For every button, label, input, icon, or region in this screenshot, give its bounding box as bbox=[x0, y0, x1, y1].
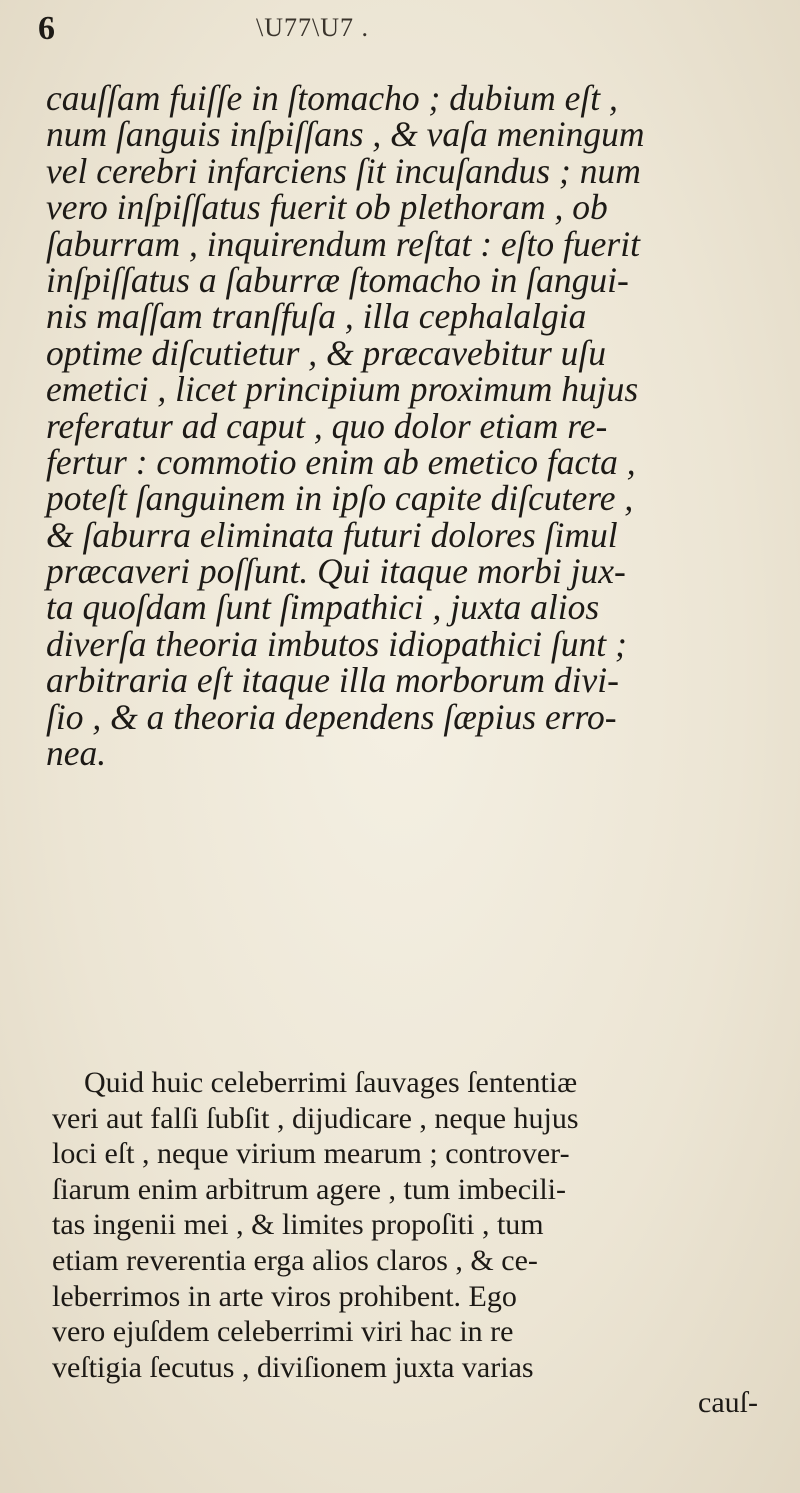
roman-paragraph bbox=[52, 1065, 782, 1421]
text-line: nea. bbox=[46, 733, 107, 774]
text-line: vero ejuſdem celeberrimi viri hac in re bbox=[52, 1315, 514, 1349]
text-line: loci eſt , neque virium mearum ; controver- bbox=[52, 1137, 570, 1171]
text-line: emetici , licet principium proximum hujus bbox=[46, 369, 639, 410]
text-line: arbitraria eſt itaque illa morborum divi- bbox=[46, 660, 619, 701]
text-line: veri aut falſi ſubſit , dijudicare , neque hujus bbox=[52, 1101, 579, 1135]
text-line: optime diſcutietur , & præcavebitur uſu bbox=[46, 332, 607, 373]
text-line: tas ingenii mei , & limites propoſiti , tum bbox=[52, 1208, 544, 1242]
text-line: & ſaburra eliminata futuri dolores ſimul bbox=[46, 514, 618, 555]
text-line: cauſſam fuiſſe in ſtomacho ; dubium eſt , bbox=[46, 78, 618, 118]
text-line: vero inſpiſſatus fuerit ob plethoram , ob bbox=[46, 187, 608, 228]
text-line: referatur ad caput , quo dolor etiam re- bbox=[46, 405, 608, 446]
text-line: veſtigia ſecutus , diviſionem juxta varias bbox=[52, 1350, 534, 1384]
text-line: num ſanguis inſpiſſans , & vaſa meningum bbox=[46, 114, 645, 155]
text-line: ſio , & a theoria dependens ſæpius erro- bbox=[46, 696, 617, 737]
signature-mark: \U77\U7 . bbox=[256, 13, 369, 42]
text-line: etiam reverentia erga alios claros , & ce- bbox=[52, 1243, 538, 1277]
text-line: nis maſſam tranſfuſa , illa cephalalgia bbox=[46, 296, 587, 337]
text-line: fertur : commotio enim ab emetico facta , bbox=[46, 441, 636, 482]
text-line: leberrimos in arte viros prohibent. Ego bbox=[52, 1279, 517, 1313]
text-line: Quid huic celeberrimi ſauvages ſententiæ bbox=[84, 1066, 578, 1099]
italic-paragraph bbox=[46, 78, 781, 774]
text-line: inſpiſſatus a ſaburræ ſtomacho in ſangui- bbox=[46, 259, 629, 300]
page-number: 6 bbox=[38, 10, 55, 47]
text-line: diverſa theoria imbutos idiopathici ſunt ; bbox=[46, 623, 627, 664]
catchword: cauſ- bbox=[698, 1386, 758, 1420]
text-line: præcaveri poſſunt. Qui itaque morbi jux- bbox=[46, 551, 626, 592]
text-line: ta quoſdam ſunt ſimpathici , juxta alios bbox=[46, 587, 600, 628]
text-line: vel cerebri infarciens ſit incuſandus ; num bbox=[46, 150, 641, 191]
text-line: ſaburram , inquirendum reſtat : eſto fuerit bbox=[46, 223, 640, 264]
text-line: poteſt ſanguinem in ipſo capite diſcutere , bbox=[46, 478, 634, 519]
text-line: ſiarum enim arbitrum agere , tum imbecili- bbox=[52, 1172, 566, 1206]
